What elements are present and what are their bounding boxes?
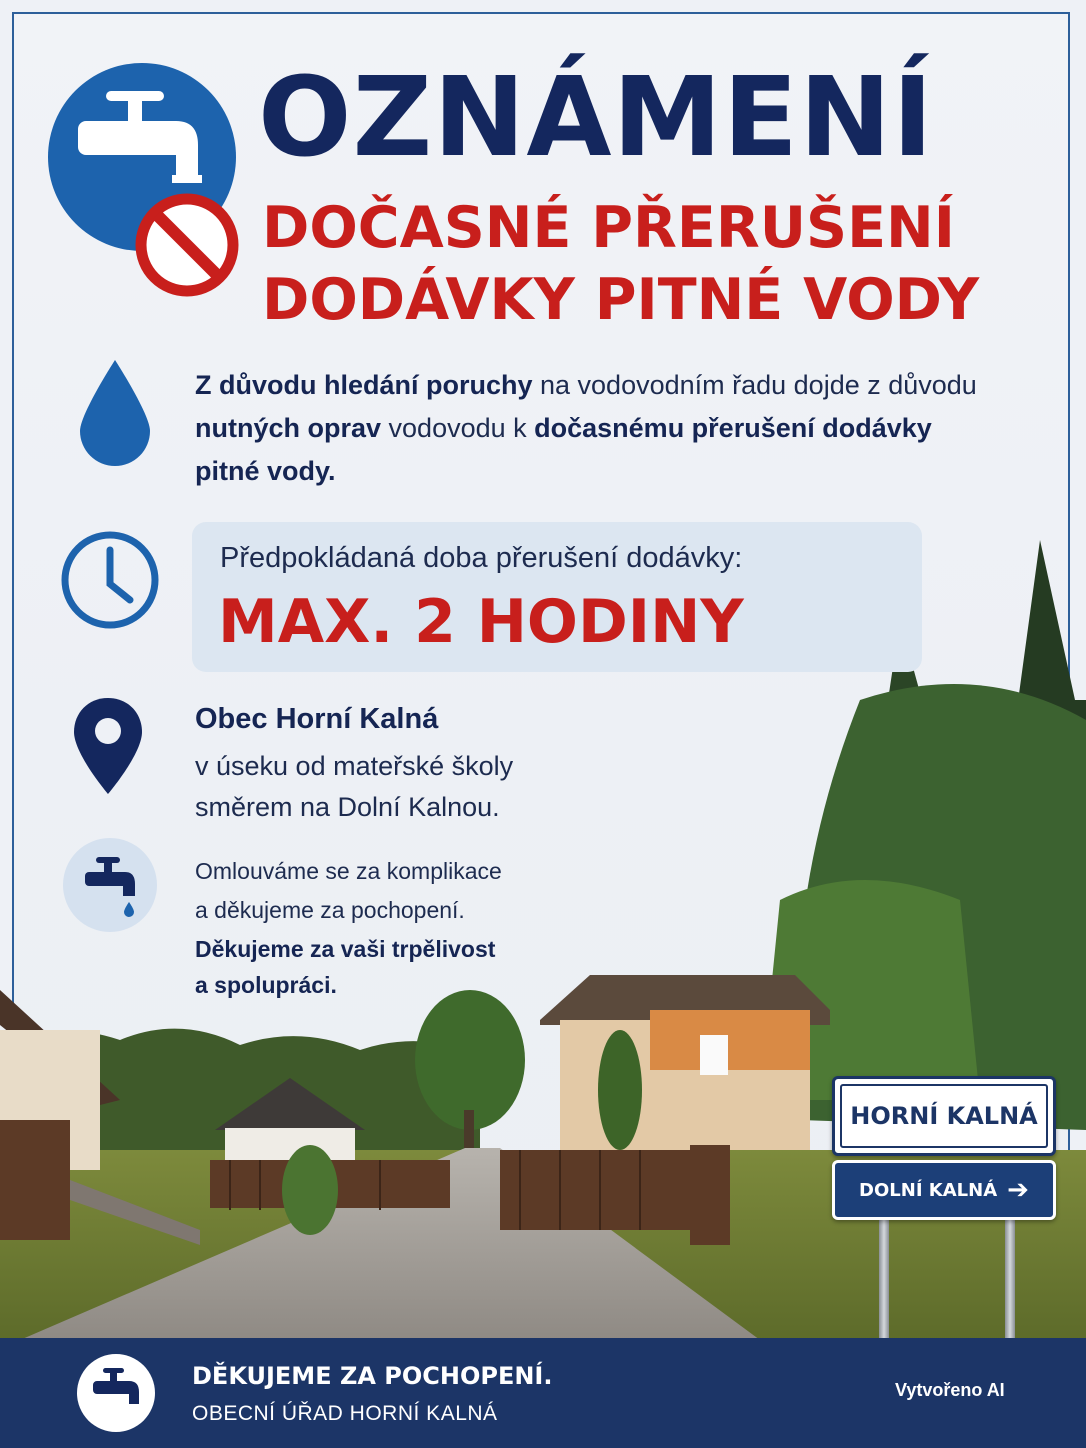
water-drop-icon — [78, 358, 152, 466]
no-entry-icon — [135, 193, 239, 297]
intro-paragraph — [195, 364, 995, 493]
intro-bold-3: nutných oprav — [195, 413, 382, 443]
village-name-sign — [832, 1076, 1056, 1156]
apology-line-2: a děkujeme za pochopení. — [195, 897, 465, 923]
duration-value: MAX. 2 HODINY — [218, 587, 744, 657]
duration-label: Předpokládaná doba přerušení dodávky: — [220, 542, 743, 574]
ai-credit: Vytvořeno AI — [895, 1380, 1005, 1400]
direction-sign — [832, 1160, 1056, 1220]
thanks-line-2: a spolupráci. — [195, 972, 337, 998]
apology-line-1: Omlouváme se za komplikace — [195, 858, 502, 884]
intro-text-2: na vodovodním řadu dojde z důvodu — [532, 370, 977, 400]
arrow-right-icon: ➔ — [1007, 1175, 1029, 1205]
headline-line-2: DODÁVKY PITNÉ VODY — [262, 267, 980, 333]
village-name-sign-text: HORNÍ KALNÁ — [840, 1084, 1048, 1148]
location-title: Obec Horní Kalná — [195, 703, 439, 735]
water-tap-icon — [77, 1354, 155, 1432]
location-line-2: směrem na Dolní Kalnou. — [195, 792, 500, 822]
headline-line-1: DOČASNÉ PŘERUŠENÍ — [262, 195, 955, 261]
intro-text-4: vodovodu k — [381, 413, 535, 443]
direction-sign-text: DOLNÍ KALNÁ — [859, 1179, 998, 1201]
footer-thanks: DĚKUJEME ZA POCHOPENÍ. — [192, 1362, 553, 1390]
page-title: OZNÁMENÍ — [258, 53, 935, 181]
duration-panel — [192, 522, 922, 672]
clock-icon — [58, 528, 162, 632]
intro-bold-5: dočasnému přerušení dodávky pitné vody. — [195, 413, 932, 486]
location-pin-icon — [70, 696, 146, 796]
tap-drip-icon — [63, 838, 157, 932]
intro-bold-1: Z důvodu hledání poruchy — [195, 370, 533, 400]
footer-authority: OBECNÍ ÚŘAD HORNÍ KALNÁ — [192, 1402, 498, 1425]
thanks-line-1: Děkujeme za vaši trpělivost — [195, 936, 496, 962]
location-line-1: v úseku od mateřské školy — [195, 751, 514, 781]
